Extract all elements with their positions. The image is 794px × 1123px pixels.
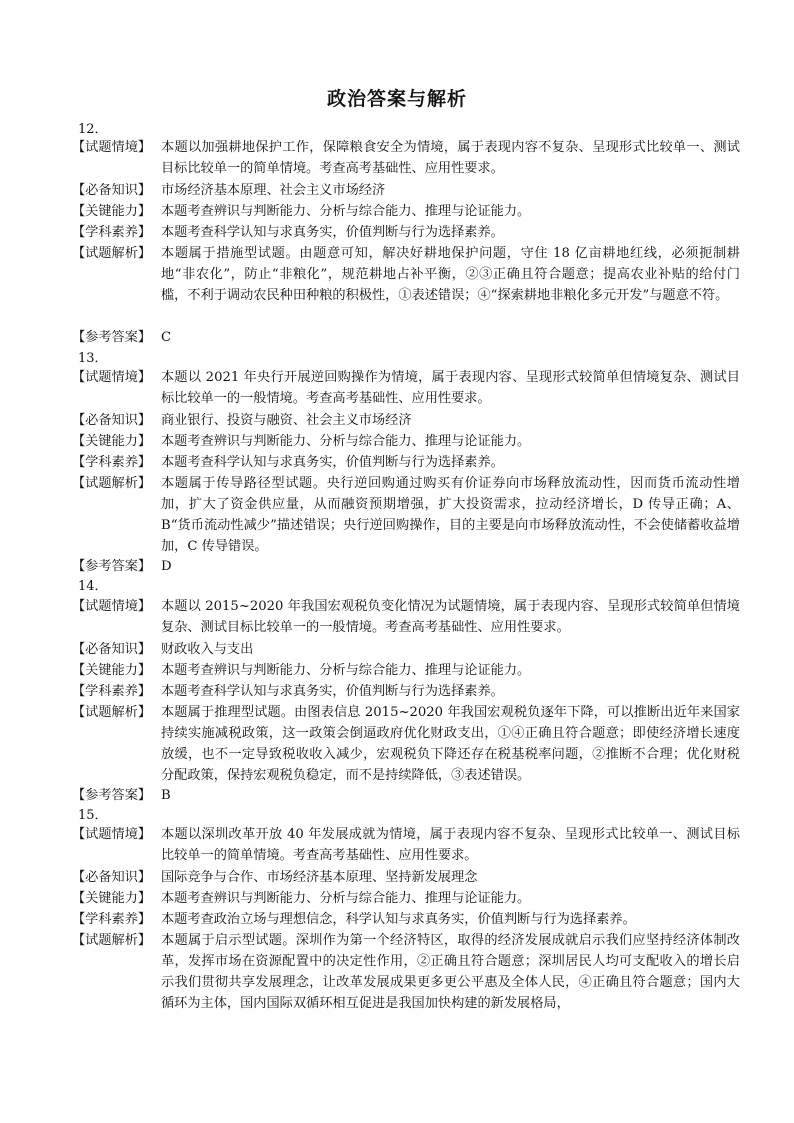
- section-label: 【试题解析】: [72, 476, 152, 491]
- section-label: 【试题解析】: [72, 933, 152, 948]
- section-text: 本题以 2021 年央行开展逆回购操作为情境，属于表现内容、呈现形式较简单但情境复杂、测试目标比较单一的一般情境。考查高考基础性、应用性要求。: [161, 370, 740, 406]
- section-label: 【试题解析】: [72, 246, 152, 261]
- section-text: 市场经济基本原理、社会主义市场经济: [161, 183, 386, 198]
- section-row: [72, 681, 740, 702]
- section-label: 【关键能力】: [72, 663, 152, 678]
- section-row: [72, 639, 740, 660]
- section-text: 国际竞争与合作、市场经济基本原理、坚持新发展理念: [161, 870, 478, 885]
- section-label: 【必备知识】: [72, 183, 152, 198]
- section-text: 本题考查政治立场与理想信念，科学认知与求真务实，价值判断与行为选择素养。: [161, 912, 636, 927]
- section-label: 【关键能力】: [72, 434, 152, 449]
- section-row: [72, 452, 740, 473]
- section-label: 【必备知识】: [72, 642, 152, 657]
- section-text: 本题考查辨识与判断能力、分析与综合能力、推理与论证能力。: [161, 204, 531, 219]
- section-label: 【必备知识】: [72, 870, 152, 885]
- section-row: [72, 930, 740, 1014]
- section-row: [72, 888, 740, 909]
- section-row: [72, 137, 740, 179]
- section-row: [72, 201, 740, 222]
- section-row: [72, 410, 740, 431]
- section-text: D: [161, 559, 172, 574]
- question-number: 14．: [78, 579, 108, 594]
- section-row: [72, 824, 740, 866]
- section-text: 本题属于传导路径型试题。央行逆回购通过购买有价证券向市场释放流动性，因而货币流动性增加，扩大了资金供应量，从而融资预期增强，扩大投资需求，拉动经济增长，D 传导正确；A、B“货币流动性减少”描述错误；央行逆回购操作，目的主要是向市场释放流动性，不会使储蓄收益增加，C 传导错误。: [161, 476, 740, 554]
- section-row: [72, 702, 740, 786]
- section-text: 本题考查辨识与判断能力、分析与综合能力、推理与论证能力。: [161, 434, 531, 449]
- section-row: [72, 660, 740, 681]
- section-text: 财政收入与支出: [161, 642, 254, 657]
- section-text: 本题考查辨识与判断能力、分析与综合能力、推理与论证能力。: [161, 891, 531, 906]
- section-text: 本题考查辨识与判断能力、分析与综合能力、推理与论证能力。: [161, 663, 531, 678]
- section-label: 【试题情境】: [72, 599, 152, 614]
- question-number: 15．: [78, 808, 108, 823]
- section-label: 【学科素养】: [72, 684, 152, 699]
- section-label: 【学科素养】: [72, 455, 152, 470]
- section-text: 本题考查科学认知与求真务实，价值判断与行为选择素养。: [161, 455, 504, 470]
- section-label: 【关键能力】: [72, 204, 152, 219]
- section-label: 【试题解析】: [72, 705, 152, 720]
- section-label: 【试题情境】: [72, 827, 152, 842]
- section-label: 【学科素养】: [72, 912, 152, 927]
- section-label: 【参考答案】: [72, 788, 152, 803]
- section-label: 【参考答案】: [72, 559, 152, 574]
- section-text: 本题以 2015~2020 年我国宏观税负变化情况为试题情境，属于表现内容、呈现形式较简单但情境复杂、测试目标比较单一的一般情境。考查高考基础性、应用性要求。: [161, 599, 740, 635]
- section-label: 【试题情境】: [72, 370, 152, 385]
- section-text: C: [161, 330, 172, 345]
- section-text: 本题考查科学认知与求真务实，价值判断与行为选择素养。: [161, 684, 504, 699]
- section-row: [72, 431, 740, 452]
- section-label: 【必备知识】: [72, 413, 152, 428]
- section-row: [72, 180, 740, 201]
- section-row: [72, 473, 740, 557]
- section-text: 商业银行、投资与融资、社会主义市场经济: [161, 413, 412, 428]
- section-text: 本题以深圳改革开放 40 年发展成就为情境，属于表现内容不复杂、呈现形式比较单一、测试目标比较单一的简单情境。考查高考基础性、应用性要求。: [161, 827, 740, 863]
- section-row: [72, 909, 740, 930]
- section-text: 本题属于措施型试题。由题意可知，解决好耕地保护问题，守住 18 亿亩耕地红线，必须扼制耕地“非农化”，防止“非粮化”，规范耕地占补平衡，②③正确且符合题意；提高农业补贴的给付门槛，不利于调动农民种田种粮的积极性，①表述错误；④“探索耕地非粮化多元开发”与题意不符。: [161, 246, 740, 303]
- section-row: [72, 222, 740, 243]
- section-text: B: [161, 788, 171, 803]
- section-row: [72, 367, 740, 409]
- question-number: 12．: [78, 122, 108, 137]
- section-row: [72, 596, 740, 638]
- section-row: [72, 243, 740, 306]
- section-row: [72, 556, 740, 577]
- question-number: 13．: [78, 351, 108, 366]
- section-label: 【试题情境】: [72, 140, 152, 155]
- section-text: 本题属于启示型试题。深圳作为第一个经济特区，取得的经济发展成就启示我们应坚持经济体制改革，发挥市场在资源配置中的决定性作用，②正确且符合题意；深圳居民人均可支配收入的增长启示我们贯彻共享发展理念，让改革发展成果更多更公平惠及全体人民，④正确且符合题意；国内大循环为主体，国内国际双循环相互促进是我国加快构建的新发展格局，: [161, 933, 740, 1011]
- section-label: 【关键能力】: [72, 891, 152, 906]
- page-title: 政治答案与解析: [326, 88, 467, 110]
- section-text: 本题考查科学认知与求真务实，价值判断与行为选择素养。: [161, 225, 504, 240]
- section-label: 【学科素养】: [72, 225, 152, 240]
- section-label: 【参考答案】: [72, 330, 152, 345]
- section-row: [72, 327, 740, 348]
- section-row: [72, 785, 740, 806]
- section-text: 本题以加强耕地保护工作，保障粮食安全为情境，属于表现内容不复杂、呈现形式比较单一、测试目标比较单一的简单情境。考查高考基础性、应用性要求。: [161, 140, 740, 176]
- section-text: 本题属于推理型试题。由图表信息 2015~2020 年我国宏观税负逐年下降，可以推断出近年来国家持续实施减税政策，这一政策会倒逼政府优化财政支出，①④正确且符合题意；即使经济增长速度放缓，也不一定导致税收收入减少，宏观税负下降还存在税基税率问题，②推断不合理；优化财税分配政策，保持宏观税负稳定，而不是持续降低，③表述错误。: [161, 705, 740, 783]
- section-row: [72, 867, 740, 888]
